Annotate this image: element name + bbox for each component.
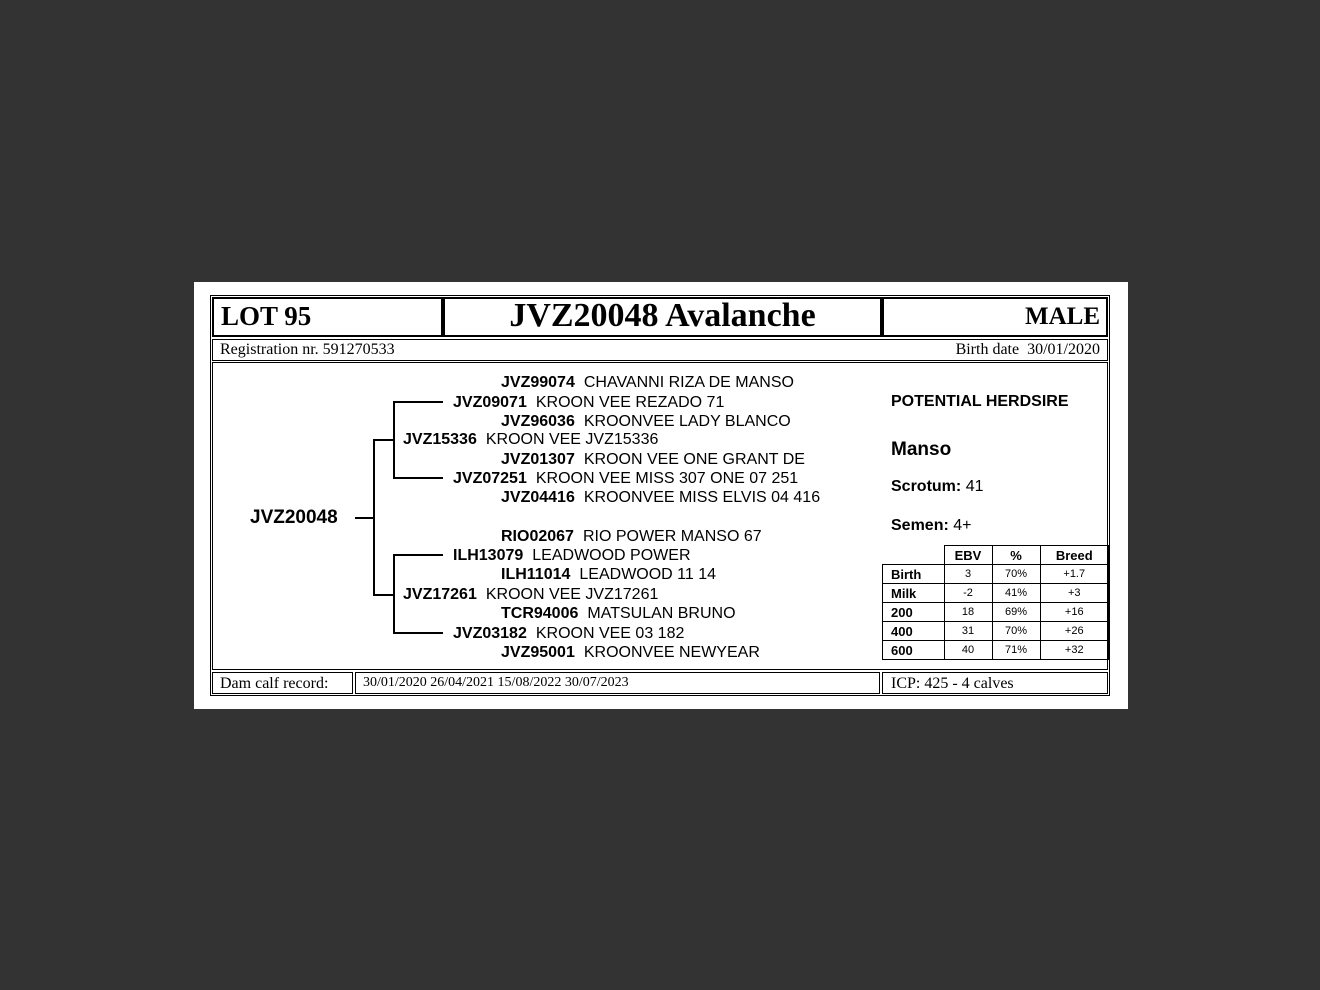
ds-code: ILH13079 [453,547,524,564]
sire-code: JVZ15336 [403,431,477,448]
dam-entry [403,586,658,604]
dam-vertical [393,554,395,634]
breed-value: +26 [1040,622,1109,641]
sdd-name: KROONVEE MISS ELVIS 04 416 [583,489,821,506]
icp-text: ICP: 425 - 4 calves [891,675,1014,692]
lot-card [194,282,1128,709]
breed-value: +1.7 [1040,565,1109,584]
lot-number: LOT 95 [221,301,312,331]
semen-label: Semen: [891,517,949,534]
registration-number: Registration nr. 591270533 [220,341,395,358]
semen-value: 4+ [953,517,972,534]
sire-name: KROON VEE JVZ15336 [485,431,659,448]
ds-entry [453,547,691,565]
pct-value: 71% [992,641,1040,660]
pct-value: 69% [992,603,1040,622]
semen-info [891,517,972,535]
dss-code: RIO02067 [501,528,574,545]
sd-code: JVZ07251 [453,470,527,487]
sds-name: KROON VEE ONE GRANT DE [583,451,805,468]
breeder-name: Manso [891,439,952,460]
ebv-header-row [883,546,1109,565]
parent-vertical [373,439,375,596]
ebv-row-400 [883,622,1109,641]
birth-date-value: 30/01/2020 [1027,341,1100,358]
scrotum-value: 41 [965,478,984,495]
ebv-header: EBV [944,546,992,565]
sex-label: MALE [1025,303,1100,330]
dd-code: JVZ03182 [453,625,527,642]
dam-name: KROON VEE JVZ17261 [485,586,659,603]
dd-connector [393,632,443,634]
scrotum-info [891,478,983,496]
ds-connector [393,554,443,556]
ss-name: KROON VEE REZADO 71 [535,394,725,411]
breed-value: +32 [1040,641,1109,660]
scrotum-label: Scrotum: [891,478,962,495]
sire-connector [373,439,395,441]
row-label: Birth [883,565,945,584]
row-label: Milk [883,584,945,603]
birth-date [956,341,1100,359]
animal-title: JVZ20048 Avalanche [509,297,816,334]
ddd-name: KROONVEE NEWYEAR [583,644,760,657]
ebv-row-200 [883,603,1109,622]
dd-entry [453,625,684,643]
pct-value: 70% [992,622,1040,641]
sss-code: JVZ99074 [501,374,575,391]
dss-name: RIO POWER MANSO 67 [582,528,762,545]
ebv-value: -2 [944,584,992,603]
sds-code: JVZ01307 [501,451,575,468]
pct-header: % [992,546,1040,565]
dam-connector [373,594,395,596]
sds-entry [501,451,805,469]
ebv-row-milk [883,584,1109,603]
ssd-code: JVZ96036 [501,413,575,430]
subject-connector [355,517,373,519]
breed-value: +16 [1040,603,1109,622]
dds-code: TCR94006 [501,605,579,622]
ssd-name: KROONVEE LADY BLANCO [583,413,791,430]
sire-vertical [393,401,395,479]
dsd-entry [501,566,716,584]
dd-name: KROON VEE 03 182 [535,625,685,642]
row-label: 600 [883,641,945,660]
subject-code: JVZ20048 [250,507,338,528]
sire-entry [403,431,658,449]
breed-header: Breed [1040,546,1109,565]
pct-value: 70% [992,565,1040,584]
ebv-value: 3 [944,565,992,584]
dam-code: JVZ17261 [403,586,477,603]
dam-calf-label: Dam calf record: [220,675,329,692]
ss-connector [393,401,443,403]
dss-entry [501,528,762,546]
ss-entry [453,394,724,412]
status-text: POTENTIAL HERDSIRE [891,393,1069,410]
ss-code: JVZ09071 [453,394,527,411]
ebv-value: 18 [944,603,992,622]
ddd-code: JVZ95001 [501,644,575,657]
dam-calf-dates: 30/01/2020 26/04/2021 15/08/2022 30/07/2023 [363,675,629,690]
sd-connector [393,477,443,479]
dds-entry [501,605,736,623]
ebv-value: 31 [944,622,992,641]
sd-name: KROON VEE MISS 307 ONE 07 251 [535,470,799,487]
breed-value: +3 [1040,584,1109,603]
ebv-table [882,545,1109,660]
ebv-row-birth [883,565,1109,584]
ssd-entry [501,413,791,431]
sss-entry [501,374,794,392]
ebv-row-600 [883,641,1109,660]
sdd-entry [501,489,820,507]
sd-entry [453,470,798,488]
row-label: 400 [883,622,945,641]
sdd-code: JVZ04416 [501,489,575,506]
ddd-entry [501,644,760,657]
dsd-name: LEADWOOD 11 14 [579,566,717,583]
dds-name: MATSULAN BRUNO [587,605,736,622]
dsd-code: ILH11014 [501,566,571,583]
sss-name: CHAVANNI RIZA DE MANSO [583,374,794,391]
ebv-value: 40 [944,641,992,660]
row-label: 200 [883,603,945,622]
pct-value: 41% [992,584,1040,603]
ds-name: LEADWOOD POWER [532,547,691,564]
birth-date-label: Birth date [955,341,1020,358]
